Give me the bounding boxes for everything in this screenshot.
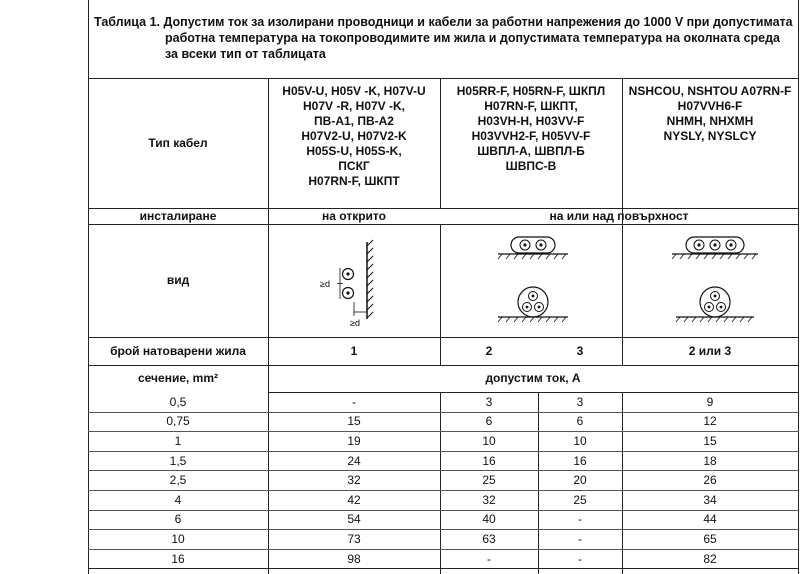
cable-type-col-2 [440, 84, 622, 204]
current-col-2a: 10 [482, 433, 496, 448]
current-col-3: 65 [703, 531, 717, 546]
loaded-col-2b: 3 [576, 343, 584, 358]
loaded-col-3: 2 или 3 [688, 343, 732, 358]
cable-type-line: H07V -R, H07V -K, [302, 99, 406, 113]
cable-type-line: H03VH-H, H03VV-F [477, 114, 585, 128]
caption-line-3: за всеки тип от таблицата [165, 47, 326, 61]
view-label: вид [166, 273, 190, 287]
cable-type-line: H07RN-F, ШКПТ [308, 174, 400, 188]
row-divider [88, 412, 799, 413]
row-divider [88, 549, 799, 550]
current-label: допустим ток, А [485, 371, 581, 385]
diagram-flat-cable-surface [440, 224, 622, 337]
current-col-1: 73 [347, 531, 361, 546]
current-col-3: 15 [703, 433, 717, 448]
row-divider [88, 490, 799, 491]
current-col-3: 34 [703, 492, 717, 507]
cable-type-line: NSHCOU, NSHTOU A07RN-F [628, 84, 792, 98]
current-col-1: - [352, 394, 356, 409]
row-divider [88, 470, 799, 471]
current-col-3: 9 [706, 394, 714, 409]
section-cell: 0,75 [166, 414, 190, 429]
section-label: сечение, mm² [138, 371, 218, 385]
table-sheet [88, 0, 800, 574]
current-col-2a: - [487, 551, 491, 566]
current-col-2b: 10 [573, 433, 587, 448]
current-col-2b: - [578, 512, 582, 527]
row-divider [88, 431, 799, 432]
section-cell: 16 [171, 551, 185, 566]
current-col-1: 54 [347, 512, 361, 527]
border-right [798, 0, 799, 574]
cable-type-col-3 [622, 84, 798, 204]
section-cell: 10 [171, 531, 185, 546]
cable-type-col-1 [268, 84, 440, 204]
current-col-1: 98 [347, 551, 361, 566]
cable-type-line: H07VVH6-F [677, 99, 743, 113]
cable-type-line: H05S-U, H05S-K, [306, 144, 402, 158]
cable-type-line: ПСКГ [338, 159, 370, 173]
caption-line-2: работна температура на токопроводимите им жила и допустимата температура на околната среда [165, 31, 780, 45]
cable-type-line: NYSLY, NYSLCY [663, 129, 757, 143]
current-col-3: 44 [703, 512, 717, 527]
current-col-2a: 3 [485, 394, 493, 409]
section-cell: 6 [174, 512, 182, 527]
row-divider [88, 529, 799, 530]
current-col-3: 26 [703, 473, 717, 488]
row-divider [88, 510, 799, 511]
cable-type-line: ШВПЛ-А, ШВПЛ-Б [477, 144, 585, 158]
current-col-1: 19 [347, 433, 361, 448]
current-col-2b: 6 [576, 414, 584, 429]
current-col-3: 18 [703, 453, 717, 468]
current-col-2a: 16 [482, 453, 496, 468]
current-col-2b: 25 [573, 492, 587, 507]
current-col-3: 12 [703, 414, 717, 429]
section-cell: 2,5 [169, 473, 187, 488]
current-col-1: 15 [347, 414, 361, 429]
section-cell: 1,5 [169, 453, 187, 468]
cable-type-line: H05V-U, H05V -K, H07V-U [282, 84, 426, 98]
current-col-2b: - [578, 531, 582, 546]
current-col-2b: 20 [573, 473, 587, 488]
table-caption [94, 14, 793, 62]
cable-type-line: H03VVH2-F, H05VV-F [471, 129, 591, 143]
current-col-2b: 16 [573, 453, 587, 468]
current-col-2a: 63 [482, 531, 496, 546]
diagram-dim-gap: ≥d [320, 279, 330, 289]
loaded-col-2a: 2 [485, 343, 493, 358]
section-cell: 0,5 [169, 394, 187, 409]
cable-type-line: ШВПС-В [505, 159, 557, 173]
caption-line-1: Допустим ток за изолирани проводници и кабели за работни напрежения до 1000 V при допустимата [163, 15, 793, 29]
loaded-label: брой натоварени жила [110, 343, 246, 358]
current-col-1: 42 [347, 492, 361, 507]
current-col-2b: 3 [576, 394, 584, 409]
loaded-col-1: 1 [350, 343, 358, 358]
install-label: инсталиране [139, 208, 217, 223]
current-col-2a: 32 [482, 492, 496, 507]
diagram-multicore-surface [622, 224, 798, 337]
section-cell: 1 [174, 433, 182, 448]
cable-type-line: ПВ-А1, ПВ-А2 [314, 114, 394, 128]
current-col-2a: 6 [485, 414, 493, 429]
install-surface: на или над повърхност [549, 208, 689, 223]
diagram-wall-mount [268, 224, 440, 337]
current-col-2a: 40 [482, 512, 496, 527]
current-col-1: 24 [347, 453, 361, 468]
cable-type-line: H07V2-U, H07V2-K [301, 129, 407, 143]
cable-type-line: NHMH, NHXMH [666, 114, 754, 128]
current-col-2b: - [578, 551, 582, 566]
cable-type-label: Тип кабел [148, 135, 208, 150]
cable-type-line: H07RN-F, ШКПТ, [484, 99, 578, 113]
current-col-2a: 25 [482, 473, 496, 488]
row-divider [88, 451, 799, 452]
cable-type-line: H05RR-F, H05RN-F, ШКПЛ [456, 84, 606, 98]
install-open: на открито [322, 208, 386, 223]
diagram-dim-wall: ≥d [350, 318, 360, 328]
current-col-1: 32 [347, 473, 361, 488]
section-cell: 4 [174, 492, 182, 507]
current-col-3: 82 [703, 551, 717, 566]
caption-label: Таблица 1. [94, 15, 160, 29]
